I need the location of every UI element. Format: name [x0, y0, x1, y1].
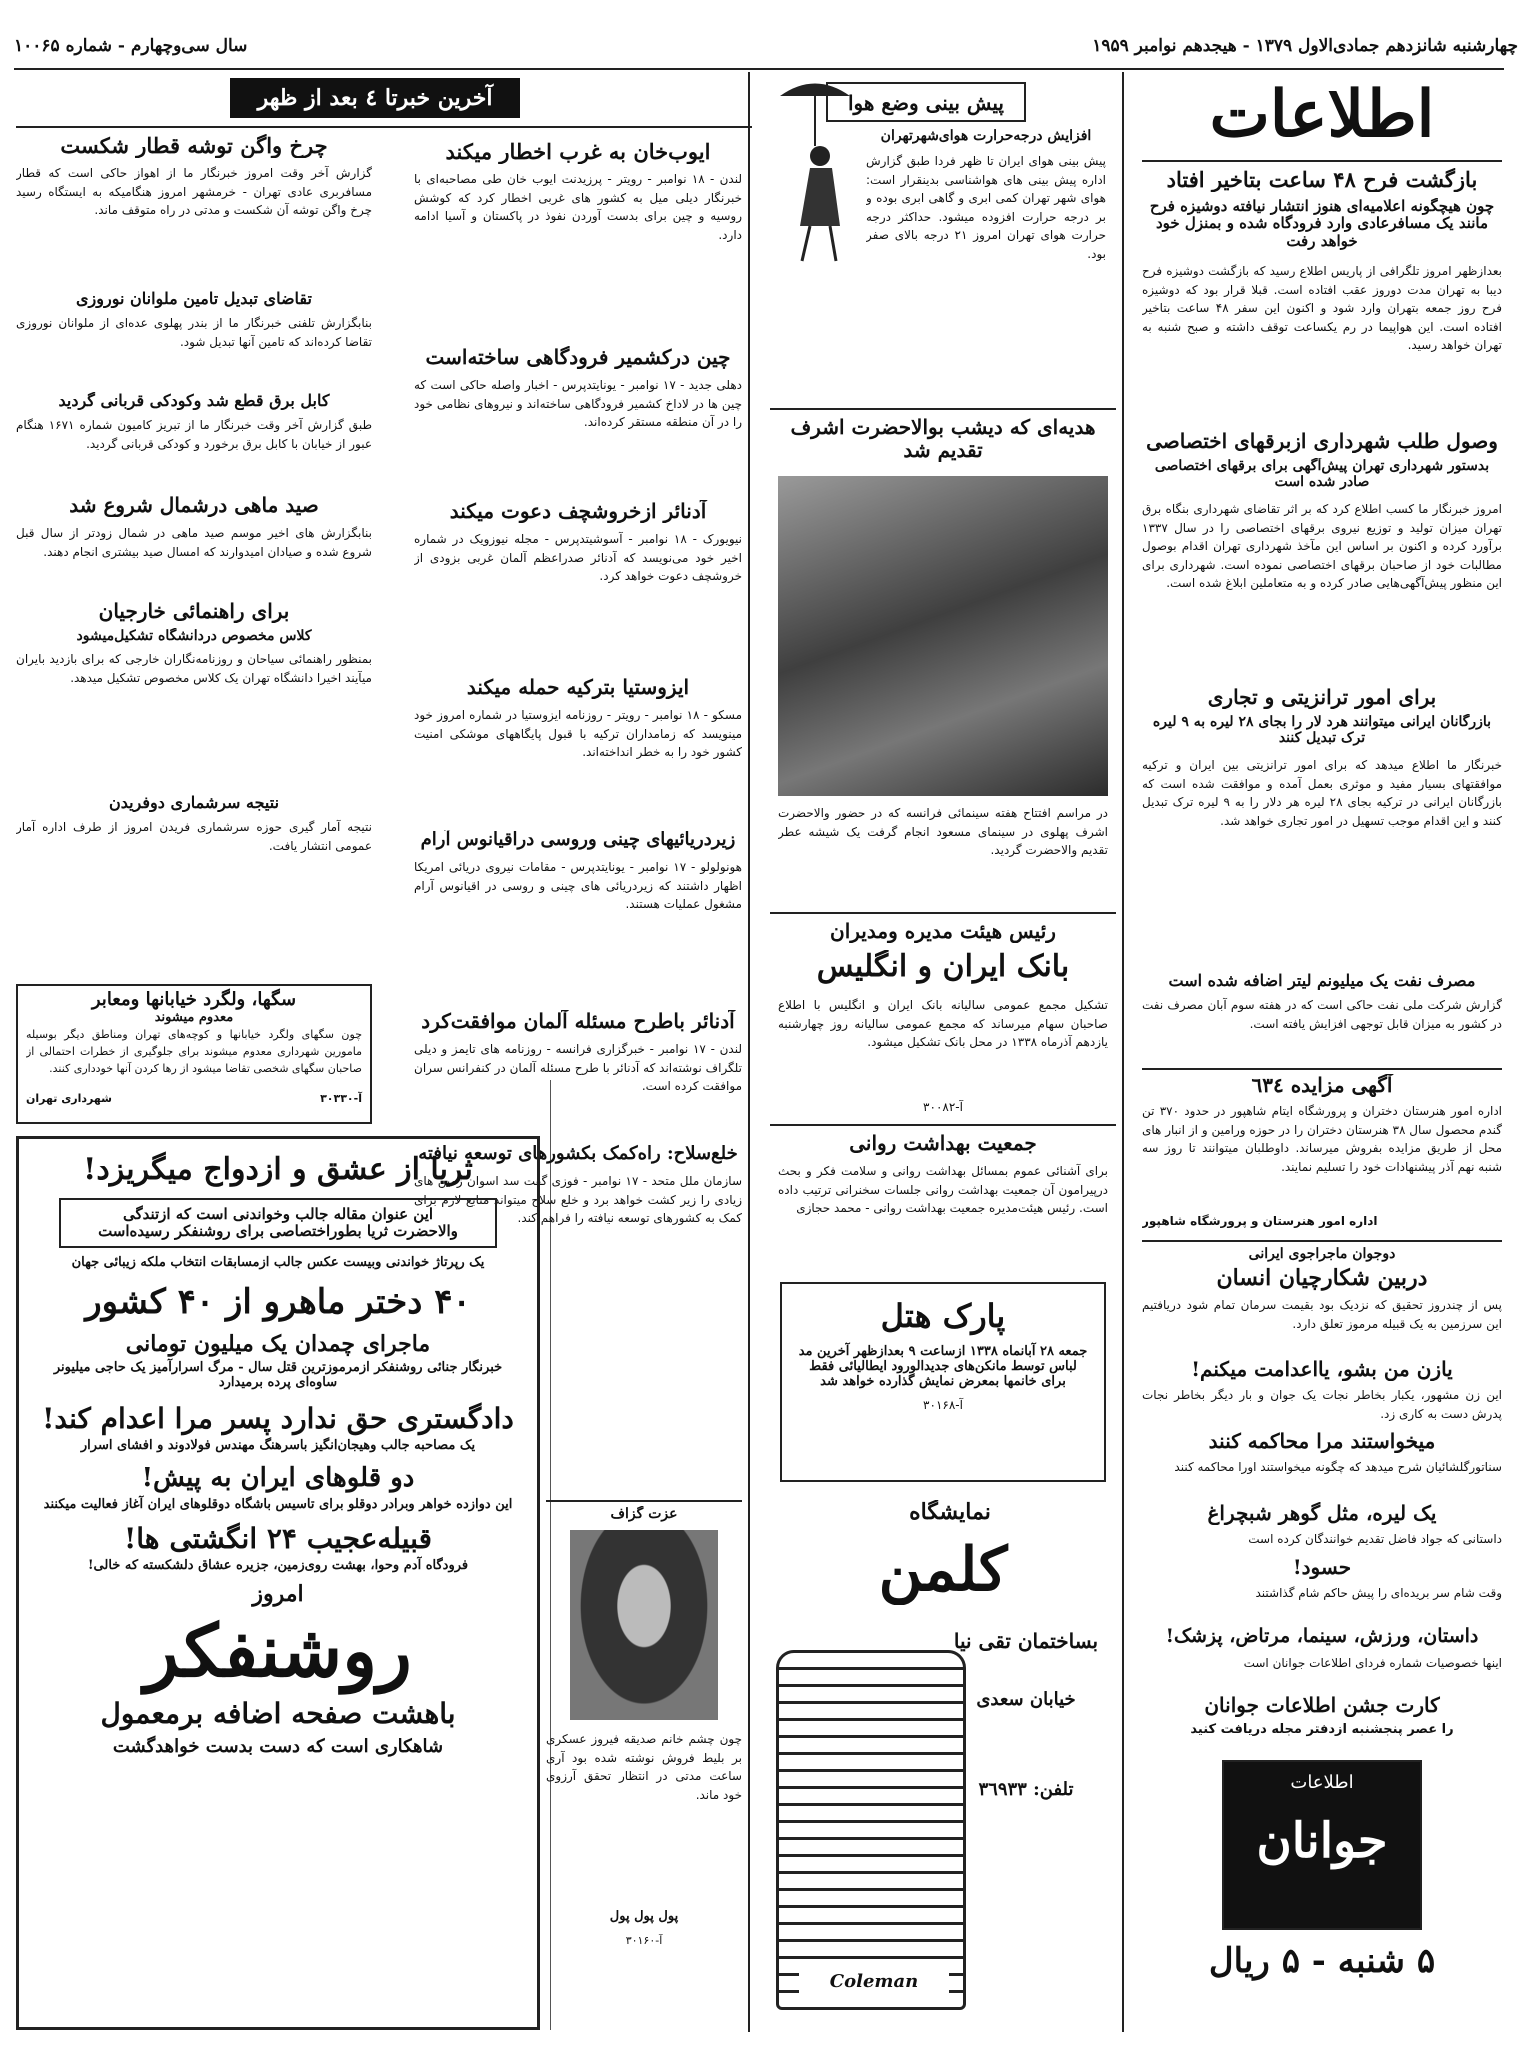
promo-headline-3: میخواستند مرا محاکمه کنند — [1208, 1430, 1436, 1453]
headline-census: نتیجه سرشماری دوفریدن — [108, 794, 280, 812]
promo-pretitle: دوجوان ماجراجوی ایرانی — [1248, 1246, 1396, 1262]
coleman-street: خیابان سعدی — [976, 1690, 1076, 1710]
article-sailors: بنابگزارش تلفنی خبرنگار ما از بندر پهلوی عده‌ای از ملوانان نوروزی تقاضا کرده‌اند که تامین آنها تبدیل شود. — [16, 316, 372, 349]
coleman-building: بساختمان تقی نیا — [953, 1630, 1099, 1653]
article-oil-consumption: گزارش شرکت ملی نفت حاکی است که در هفته سوم آبان مصرف نفت در کشور به میزان قابل توجهی افزایش یافته است. — [1142, 998, 1502, 1031]
lottery-ad-code: آ-۳۰۱۶۰ — [625, 1934, 663, 1947]
article-adenauer-invite: نیویورک - ۱۸ نوامبر - آسوشیتدپرس - مجله نیوزویک در شماره اخیر خود می‌نویسد که آدنائر صدراعظم آلمان غربی بزودی از خروشچف دعوت خواهد کرد. — [414, 532, 742, 584]
stray-dogs-subtitle: معدوم میشوند — [154, 1009, 234, 1025]
roshanfekr-intro-line3: یک رپرتاژ خواندنی وبیست عکس جالب ازمسابقات انتخاب ملکه زیبائی جهان — [71, 1255, 485, 1270]
promo-body-7: را عصر پنجشنبه ازدفتر مجله دریافت کنید — [1190, 1722, 1454, 1737]
promo-body-5: وقت شام سر بریده‌ای را پیش حاکم شام گذاشتند — [1255, 1586, 1502, 1600]
heater-logo: Coleman — [799, 1971, 949, 1995]
roshanfekr-headline-4: دو قلوهای ایران به پیش! — [141, 1463, 415, 1494]
headline-train-wheel: چرخ واگن توشه قطار شکست — [60, 134, 328, 158]
article-power-cable: طبق گزارش آخر وقت خبرنگار ما از تبریز کامیون شماره ۱۶۷۱ هنگام عبور از خیابان با کابل برق برخورد و کودکی قربانی گردید. — [16, 418, 372, 451]
headline-adenauer-invite: آدنائر ازخروشچف دعوت میکند — [449, 500, 707, 523]
article-disarmament: سازمان ملل متحد - ۱۷ نوامبر - فوزی گفت سد اسوان زمین های زیادی را زیر کشت خواهد برد و خلع سلاح میتواند منابع لازم برای کمک به کشورهای توسعه نیافته را فراهم کند. — [414, 1174, 742, 1226]
roshanfekr-today: امروز — [252, 1581, 304, 1608]
park-hotel-ad — [780, 1282, 1106, 1482]
stray-dogs-footer — [26, 1092, 362, 1105]
latest-news-banner: آخرین خبرتا ٤ بعد از ظهر — [230, 78, 520, 118]
bank-ad-title: بانک ایران و انگلیس — [816, 950, 1070, 984]
roshanfekr-line-3: یک مصاحبه جالب وهیجان‌انگیز باسرهنگ مهندس فولادوند و افشای اسرار — [80, 1438, 476, 1454]
weather-umbrella-figure — [770, 76, 860, 266]
roshanfekr-brand: روشنفکر — [144, 1607, 412, 1693]
headline-farah-return: بازگشت فرح ۴۸ ساعت بتاخیر افتاد — [1166, 168, 1478, 192]
promo-body-3: سناتورگلشائیان شرح میدهد که چگونه میخواستند اورا محاکمه کنند — [1174, 1460, 1502, 1474]
roshanfekr-headline-1: ۴۰ دختر ماهرو از ۴۰ کشور — [85, 1281, 471, 1322]
lottery-winner-photo — [570, 1530, 718, 1720]
headline-china-kashmir: چین درکشمیر فرودگاهی ساخته‌است — [425, 346, 731, 369]
roshanfekr-line-2: خبرنگار جنائی روشنفکر ازمرموزترین قتل سال - مرگ اسرارآمیز یک حاجی میلیونر ساوه‌ای پرده برمیدارد — [53, 1360, 503, 1391]
logo-rule — [1142, 160, 1502, 162]
article-adenauer-germany: لندن - ۱۷ نوامبر - خبرگزاری فرانسه - روزنامه های تایمز و دیلی تلگراف نوشته‌اند که آدنائر با طرح مسئله آلمان در کنفرانس سران موافقت کرده است. — [414, 1042, 742, 1094]
roshanfekr-headline-2: ماجرای چمدان یک میلیون تومانی — [125, 1331, 431, 1358]
column-rule — [748, 72, 750, 2032]
promo-headline-1: دربین شکارچیان انسان — [1216, 1266, 1428, 1291]
promo-body-4: داستانی که جواد فاضل تقدیم خوانندگان کرده است — [1248, 1532, 1502, 1546]
section-rule — [770, 1124, 1116, 1126]
coleman-brand: کلمن — [878, 1536, 1008, 1605]
headline-foreigners-guide: برای راهنمائی خارجیان — [98, 600, 290, 623]
article-submarines-pacific: هونولولو - ۱۷ نوامبر - یونایتدپرس - مقامات نیروی دریائی امریکا اظهار داشتند که زیردریائی های چینی و روسی در اقیانوس آرام مشغول عملیات هستند. — [414, 860, 742, 912]
ettelaat-logo: اطلاعات — [1209, 77, 1435, 152]
javanan-logo-box — [1222, 1760, 1422, 1930]
article-census: نتیجه آمار گیری حوزه سرشماری فریدن امروز از طرف اداره آمار عمومی انتشار یافت. — [16, 820, 372, 853]
section-rule — [1142, 1240, 1502, 1242]
bank-ad-body: تشکیل مجمع عمومی سالیانه بانک ایران و انگلیس با اطلاع صاحبان سهام میرساند که مجمع عمومی سالیانه روز چهارشنبه یازدهم آذرماه ۱۳۳۸ در محل بانک تشکیل میشود. — [778, 998, 1108, 1050]
bank-ad-pretitle: رئیس هیئت مدیره ومدیران — [830, 920, 1056, 943]
article-foreigners-guide: بمنظور راهنمائی سیاحان و روزنامه‌نگاران خارجی که برای بازدید بایران میآیند اخیرا دانشگاه تهران یک کلاس مخصوص تشکیل میدهد. — [16, 652, 372, 685]
mental-health-title: جمعیت بهداشت روانی — [849, 1132, 1037, 1155]
subhead-transit-trade: بازرگانان ایرانی میتوانند هرد لار را بجای ۲۸ لیره به ۹ لیره ترک تبدیل کنند — [1152, 714, 1492, 747]
promo-headline-4: یک لیره، مثل گوهر شبچراغ — [1207, 1502, 1437, 1525]
weather-box — [770, 76, 1116, 406]
subhead-foreigners-guide: کلاس مخصوص دردانشگاه تشکیل‌میشود — [76, 628, 312, 644]
weather-body: پیش بینی هوای ایران تا ظهر فردا طبق گزارش اداره پیش بینی های هواشناسی بدینقرار است: هوای شهر تهران کمی ابری و گاهی ابری بوده و بر درجه حرارت افزوده میشود. حداکثر درجه حرارت هوای تهران امروز ۲۱ درجه بالای صفر بود. — [866, 154, 1106, 261]
roshanfekr-footer-2: شاهکاری است که دست بدست خواهدگشت — [112, 1735, 444, 1757]
roshanfekr-intro-line1: این عنوان مقاله جالب وخواندنی است که ازتندگی — [122, 1204, 434, 1223]
headline-submarines-pacific: زیردریائیهای چینی وروسی دراقیانوس آرام — [420, 830, 736, 850]
bank-ad-code: آ-۳۰۰۸۲ — [923, 1100, 963, 1114]
headline-oil-consumption: مصرف نفت یک میلیونم لیتر اضافه شده است — [1168, 972, 1476, 990]
article-train-wheel: گزارش آخر وقت امروز خبرنگار ما از اهواز حاکی است که قطار مسافربری عادی تهران - خرمشهر امروز هنگامیکه به ایستگاه رسید چرخ واگن توشه آن شکست و مدتی در راه متوقف ماند. — [16, 166, 372, 218]
masthead-date: چهارشنبه شانزدهم جمادی‌الاول ۱۳۷۹ - هیجدهم نوامبر ۱۹۵۹ — [1092, 36, 1518, 56]
section-rule — [546, 1500, 742, 1502]
auction-ad-sign: اداره امور هنرستان و پرورشگاه شاهپور — [1142, 1214, 1378, 1228]
subhead-farah-return: چون هیچگونه اعلامیه‌ای هنوز انتشار نیافته دوشیزه فرح مانند یک مسافرعادی وارد فرودگاه شده و بمنزل خود خواهد رفت — [1149, 198, 1495, 250]
article-fishing: بنابگزارش های اخیر موسم صید ماهی در شمال زودتر از سال قبل شروع شده و صیادان امیدوارند که امسال صید بیشتری انجام دهند. — [16, 526, 372, 559]
headline-ayub-khan: ایوب‌خان به غرب اخطار میکند — [445, 140, 711, 164]
promo-headline-7: کارت جشن اطلاعات جوانان — [1204, 1694, 1440, 1717]
coleman-ad — [770, 1500, 1116, 2030]
subhead-electricity-debt: بدستور شهرداری تهران پیش‌آگهی برای برقهای اختصاصی صادر شده است — [1154, 458, 1490, 491]
park-hotel-code: آ-۳۰۱۶۸ — [923, 1397, 963, 1412]
weather-title: پیش بینی وضع هوا — [826, 82, 1026, 122]
section-rule — [16, 126, 752, 128]
article-farah-return: بعدازظهر امروز تلگرافی از پاریس اطلاع رسید که بازگشت دوشیزه فرح دیبا به تهران مدت دوروز عقب افتاده است. قبلا قرار بود که دوشیزه فرح روز جمعه بتهران وارد شود و اکنون این سفر ۴۸ ساعت بتاخیر افتاده است. این هواپیما در رم یکساعت توقف داشته و صبح شنبه به تهران خواهد رسید. — [1142, 264, 1502, 353]
article-electricity-debt: امروز خبرنگار ما کسب اطلاع کرد که بر اثر تقاضای شهرداری بنگاه برق تهران میزان تولید و توزیع نیروی برقهای اختصاصی را در سال ۱۳۳۷ برآورد کرده و اکنون بر اساس این مآخذ شهرداری تهران اقدام بوصول مطالبات خود از صاحبان برقهای اختصاصی نموده است. شهرداری برای این منظور پیش‌آگهی‌هایی صادر کرده و به متعاملین ابلاغ شده است. — [1142, 502, 1502, 591]
ashraf-gift-photo — [778, 476, 1108, 796]
photo-story-title: هدیه‌ای که دیشب بوالاحضرت اشرف تقدیم شد — [790, 416, 1096, 462]
article-ayub-khan: لندن - ۱۸ نوامبر - رویتر - پرزیدنت ایوب خان طی مصاحبه‌ای با خبرنگار دیلی میل به کشور های غربی اخطار کرد که کوشش روسیه و چین برای بدست آوردن نفوذ در پاکستان و آسیا ادامه دارد. — [414, 172, 742, 242]
headline-izvestia-turkey: ایزوستیا بترکیه حمله میکند — [466, 676, 690, 699]
park-hotel-body: جمعه ۲۸ آبانماه ۱۳۳۸ ازساعت ۹ بعدازظهر آخرین مد لباس توسط مانکن‌های جدیدالورود ایطالیائی فقط برای خانمها بمعرض نمایش گذارده خواهد شد — [798, 1343, 1088, 1389]
coleman-phone: تلفن: ٣٦٩٣٣ — [978, 1780, 1074, 1800]
roshanfekr-headline-3: دادگستری حق ندارد پسر مرا اعدام کند! — [42, 1402, 514, 1436]
section-rule — [770, 408, 1116, 410]
promo-body-1: پس از چندروز تحقیق که نزدیک بود بقیمت سرمان تمام شود دریافتیم این سرزمین به یک قبیله مرموز تعلق دارد. — [1142, 1298, 1502, 1331]
roshanfekr-line-4: این دوازده خواهر وبرادر دوقلو برای تاسیس باشگاه دوقلوهای ایران آغاز فعالیت میکنند — [43, 1497, 513, 1513]
roshanfekr-footer-1: باهشت صفحه اضافه برمعمول — [100, 1697, 456, 1731]
javanan-logo-pretitle: اطلاعات — [1290, 1772, 1354, 1793]
auction-ad-title: آگهی مزایده ٦٣٤ — [1251, 1074, 1393, 1097]
stray-dogs-sign: شهرداری تهران — [26, 1091, 112, 1105]
javanan-logo-title: جوانان — [1256, 1813, 1388, 1869]
roshanfekr-intro-line2: والاحضرت ثریا بطوراختصاصی برای روشنفکر رسیده‌است — [98, 1221, 458, 1240]
mental-health-body: برای آشنائی عموم بمسائل بهداشت روانی و سلامت فکر و بحث درپیرامون آن جمعیت بهداشت روانی جلسات سخنرانی ترتیب داده است. رئیس هیئت‌مدیره جمعیت بهداشت روانی - محمد حجازی — [778, 1164, 1108, 1216]
coleman-pretitle: نمایشگاه — [909, 1500, 991, 1525]
heater-illustration — [776, 1650, 966, 2010]
headline-fishing: صید ماهی درشمال شروع شد — [69, 494, 319, 517]
section-rule — [1142, 1068, 1502, 1070]
promo-headline-2: یازن من بشو، یااعدامت میکنم! — [1191, 1358, 1453, 1381]
article-izvestia-turkey: مسکو - ۱۸ نوامبر - رویتر - روزنامه ایزوستیا در شماره امروز خود مینویسد که زمامداران ترکیه با قبول پایگاههای موشکی امنیت کشور خود را به خطر انداخته‌اند. — [414, 708, 742, 760]
weather-headline: افزایش درجه‌حرارت هوای‌شهرتهران — [880, 128, 1092, 144]
article-china-kashmir: دهلی جدید - ۱۷ نوامبر - یونایتدپرس - اخبار واصله حاکی است که چین ها در لاداخ کشمیر فرودگاهی ساخته‌اند و نیروهای نظامی خود را در آن منطقه مستقر کرده‌اند. — [414, 378, 742, 430]
lottery-ad-footer: پول پول پول — [609, 1910, 679, 1924]
photo-caption: در مراسم افتتاح هفته سینمائی فرانسه که در حضور والاحضرت اشرف پهلوی در سینمای مسعود انجام گرفت یک شیشه عطر تقدیم والاحضرت گردید. — [778, 806, 1108, 858]
masthead-issue: سال سی‌وچهارم - شماره ۱۰۰۶۵ — [14, 36, 248, 56]
headline-electricity-debt: وصول طلب شهرداری ازبرقهای اختصاصی — [1146, 430, 1498, 453]
section-rule — [770, 912, 1116, 914]
roshanfekr-headline-5: قبیله‌عجیب ۲۴ انگشتی ها! — [123, 1522, 432, 1556]
promo-headline-5: حسود! — [1292, 1556, 1352, 1579]
promo-body-2: این زن مشهور، یکبار بخاطر نجات یک جوان و بار دیگر بخاطر نجات پدرش دست به کاری زد. — [1142, 1388, 1502, 1421]
stray-dogs-title: سگها، ولگرد خیابانها ومعابر — [91, 989, 297, 1010]
roshanfekr-kicker: ثریا از عشق و ازدواج میگریزد! — [83, 1152, 473, 1187]
lottery-ad-body: چون چشم خانم صدیقه فیروز عسکری بر بلیط فروش نوشته شده بود آری ساعت مدتی در انتظار تحقق آرزوی خود ماند. — [546, 1732, 742, 1802]
promo-body-6: اینها خصوصیات شماره فردای اطلاعات جوانان است — [1243, 1656, 1502, 1670]
stray-dogs-code: آ-۳۰۳۳۰ — [320, 1091, 362, 1105]
headline-transit-trade: برای امور ترانزیتی و تجاری — [1207, 686, 1437, 709]
javanan-price: ۵ شنبه - ۵ ریال — [1208, 1942, 1436, 1981]
headline-disarmament: خلع‌سلاح: راه‌کمک بکشورهای توسعه نیافته — [418, 1144, 738, 1164]
promo-headline-6: داستان، ورزش، سینما، مرتاض، پزشک! — [1165, 1626, 1479, 1647]
roshanfekr-ad — [16, 1136, 540, 2030]
auction-ad-body: اداره امور هنرستان دختران و پرورشگاه ایتام شاهپور در حدود ۳۷۰ تن گندم محصول سال ۳۸ هنرستان دختران را در حوزه ورامین و از انبار های محل از طریق مزایده بفروش میرساند. داوطلبان میتوانند تا روز سه شنبه نهم آذر پیشنهادات خود را تسلیم نمایند. — [1142, 1104, 1502, 1174]
park-hotel-title: پارک هتل — [880, 1297, 1006, 1335]
lottery-ad-title: عزت گزاف — [610, 1506, 678, 1522]
article-transit-trade: خبرنگار ما اطلاع میدهد که برای امور ترانزیتی بین ایران و ترکیه موافقتهای بسیار مفید و موثری بعمل آمده و موافقت شده است که بازرگانان ایرانی در ترکیه بجای ۲۸ لیره هر دلار را به ۹ لیره ترک تبدیل کنند و این اقدام موجب تسهیل در امور تجاری خواهد شد. — [1142, 758, 1502, 828]
headline-sailors: تقاضای تبدیل تامین ملوانان نوروزی — [76, 290, 312, 308]
headline-adenauer-germany: آدنائر باطرح مسئله آلمان موافقت‌کرد — [421, 1010, 735, 1033]
stray-dogs-notice — [16, 984, 372, 1124]
column-rule — [1122, 72, 1124, 2032]
roshanfekr-intro-box — [59, 1198, 497, 1249]
headline-power-cable: کابل برق قطع شد وکودکی قربانی گردید — [58, 392, 330, 410]
roshanfekr-line-5: فرودگاه آدم وحوا، بهشت روی‌زمین، جزیره عشاق دلشکسته که خالی! — [87, 1558, 469, 1574]
stray-dogs-body: چون سگهای ولگرد خیابانها و کوچه‌های تهران ومناطق دیگر بوسیله مامورین شهرداری معدوم میشوند برای جلوگیری از خطرات احتمالی از صاحبان سگهای شخصی تقاضا میشود از رها کردن آنها خودداری کنند. — [26, 1027, 362, 1075]
